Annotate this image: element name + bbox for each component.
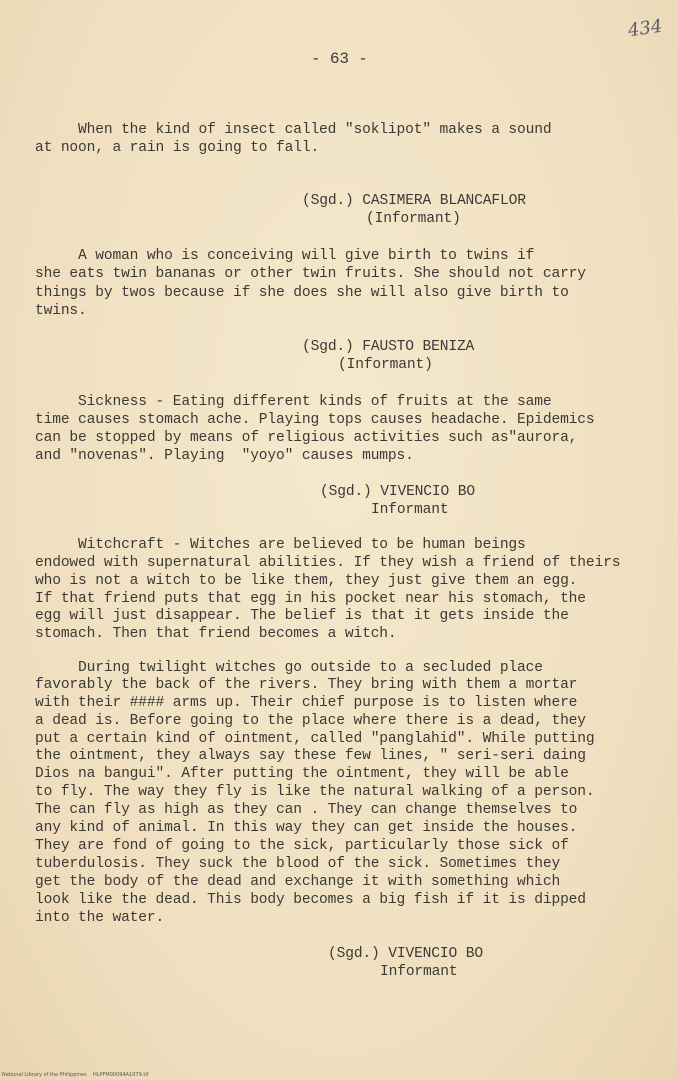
- paragraph-line: Sickness - Eating different kinds of fruits at the same: [35, 394, 552, 410]
- paragraph-line: endowed with supernatural abilities. If they wish a friend of theirs: [35, 555, 621, 571]
- paragraph-line: twins.: [35, 303, 87, 319]
- paragraph-line: a dead is. Before going to the place where there is a dead, they: [35, 713, 586, 729]
- paragraph-line: Witchcraft - Witches are believed to be human beings: [35, 537, 526, 553]
- paragraph-line: look like the dead. This body becomes a big fish if it is dipped: [35, 892, 586, 908]
- paragraph-line: to fly. The way they fly is like the natural walking of a person.: [35, 784, 595, 800]
- paragraph-line: can be stopped by means of religious activities such as"aurora,: [35, 430, 578, 446]
- paragraph-line: During twilight witches go outside to a secluded place: [35, 660, 543, 676]
- paragraph-line: If that friend puts that egg in his pocket near his stomach, the: [35, 591, 586, 607]
- paragraph-line: who is not a witch to be like them, they just give them an egg.: [35, 573, 578, 589]
- paragraph-line: A woman who is conceiving will give birth to twins if: [35, 248, 535, 264]
- paragraph-line: When the kind of insect called "soklipot" makes a sound: [35, 122, 552, 138]
- paragraph-line: The can fly as high as they can . They can change themselves to: [35, 802, 578, 818]
- signature-name: (Sgd.) VIVENCIO BO: [320, 484, 475, 500]
- paragraph-line: at noon, a rain is going to fall.: [35, 140, 320, 156]
- signature-name: (Sgd.) FAUSTO BENIZA: [302, 339, 475, 355]
- page-number: - 63 -: [311, 50, 368, 68]
- paragraph-line: time causes stomach ache. Playing tops causes headache. Epidemics: [35, 412, 595, 428]
- paragraph-line: any kind of animal. In this way they can get inside the houses.: [35, 820, 578, 836]
- signature-role: (Informant): [366, 211, 461, 227]
- paragraph-line: egg will just disappear. The belief is that it gets inside the: [35, 608, 569, 624]
- paragraph-line: They are fond of going to the sick, particularly those sick of: [35, 838, 569, 854]
- paragraph-line: favorably the back of the rivers. They bring with them a mortar: [35, 677, 578, 693]
- paragraph-line: things by twos because if she does she will also give birth to: [35, 285, 569, 301]
- signature-role: Informant: [371, 502, 449, 518]
- paragraph-line: and "novenas". Playing "yoyo" causes mumps.: [35, 448, 414, 464]
- signature-role: (Informant): [338, 357, 433, 373]
- paragraph-line: put a certain kind of ointment, called "panglahid". While putting: [35, 731, 595, 747]
- paragraph-line: Dios na bangui". After putting the ointment, they will be able: [35, 766, 569, 782]
- signature-role: Informant: [380, 964, 458, 980]
- scan-footer: National Library of the Philippines HLPFM00094A1079.tif: [2, 1072, 149, 1078]
- paragraph-line: into the water.: [35, 910, 165, 926]
- paragraph-line: tuberdulosis. They suck the blood of the sick. Sometimes they: [35, 856, 561, 872]
- signature-name: (Sgd.) CASIMERA BLANCAFLOR: [302, 193, 526, 209]
- paragraph-line: with their #### arms up. Their chief purpose is to listen where: [35, 695, 578, 711]
- paragraph-line: the ointment, they always say these few lines, " seri-seri daing: [35, 748, 586, 764]
- paragraph-line: stomach. Then that friend becomes a witch.: [35, 626, 397, 642]
- paragraph-line: get the body of the dead and exchange it with something which: [35, 874, 561, 890]
- paragraph-line: she eats twin bananas or other twin fruits. She should not carry: [35, 266, 586, 282]
- handwritten-page-number: 434: [626, 15, 664, 42]
- signature-name: (Sgd.) VIVENCIO BO: [328, 946, 483, 962]
